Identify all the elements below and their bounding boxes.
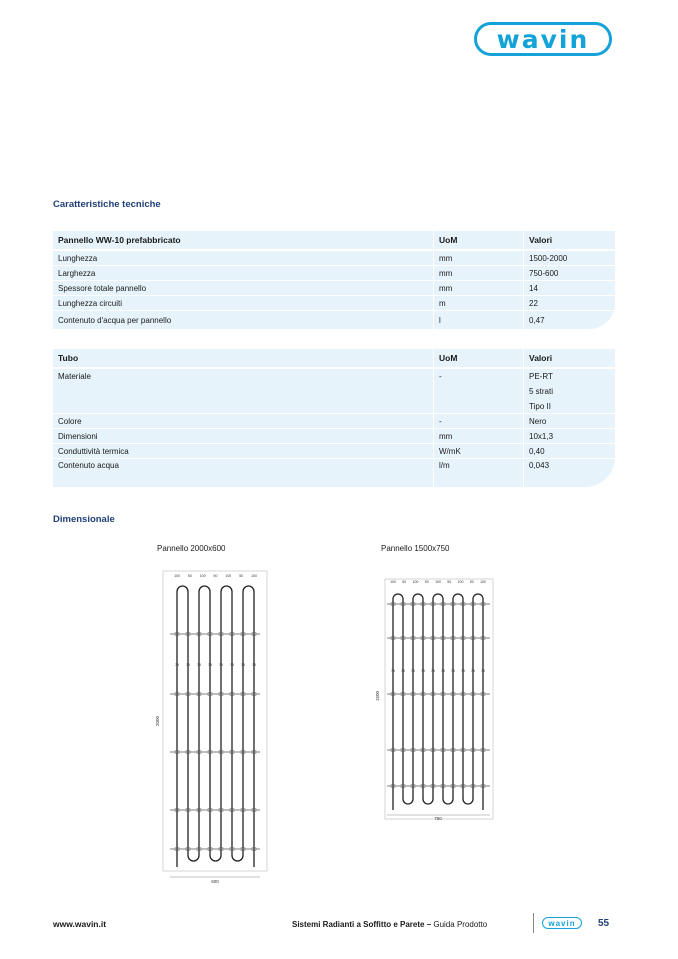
table-row [53, 251, 615, 266]
table-cell: 14 [523, 281, 615, 295]
pipe-circuit [177, 586, 254, 867]
mid-dim-label: 75 [175, 663, 179, 667]
mid-dim-label: 75 [252, 663, 256, 667]
table-row [53, 459, 615, 487]
table-cell: l [433, 311, 523, 329]
mid-dim-label: 75 [461, 669, 465, 673]
table-cell: 22 [523, 296, 615, 310]
pipe-path [393, 594, 483, 810]
footer-doc-title [292, 920, 487, 929]
wavin-logo: wavin [474, 22, 612, 56]
section-title-dimensionale: Dimensionale [53, 514, 115, 525]
footer-separator [533, 913, 534, 933]
table-cell: Tipo II [523, 399, 615, 413]
width-label: 750 [434, 816, 442, 821]
table-cell: 5 strati [523, 384, 615, 399]
table-row [53, 414, 615, 429]
top-dim-label: 50 [469, 580, 474, 584]
top-dim-label: 100 [225, 574, 232, 578]
top-dim-label: 50 [402, 580, 407, 584]
table-cell: PE-RT [523, 369, 615, 384]
table-cell [53, 384, 433, 399]
mid-dim-label: 75 [241, 663, 245, 667]
mid-dim-label: 75 [441, 669, 445, 673]
table-cell: m [433, 296, 523, 310]
mid-dim-label: 75 [431, 669, 435, 673]
table-cell: mm [433, 281, 523, 295]
table-pannello [53, 231, 615, 329]
footer-wavin-logo: wavin [542, 917, 582, 929]
header-cell: UoM [433, 349, 523, 367]
table-cell [433, 399, 523, 413]
top-dim-label: 100 [457, 580, 464, 584]
mid-dim-label: 75 [421, 669, 425, 673]
panel-1500x750-drawing [372, 574, 502, 824]
table-cell: - [433, 414, 523, 428]
table-cell: Colore [58, 416, 82, 426]
mid-dim-label: 75 [197, 663, 201, 667]
table-tubo [53, 349, 615, 487]
header-cell: Valori [523, 231, 615, 249]
table-row [53, 296, 615, 311]
panel-outline [385, 579, 493, 819]
table-cell: 0,47 [523, 311, 615, 329]
table-row [53, 444, 615, 459]
table-cell: Dimensioni [58, 431, 98, 441]
table-row [53, 384, 615, 399]
table-cell [53, 399, 433, 413]
section-title-caratteristiche: Caratteristiche tecniche [53, 199, 161, 210]
footer-doc-title-bold: Sistemi Radianti a Soffitto e Parete – [292, 920, 432, 929]
table-cell: W/mK [433, 444, 523, 458]
support-bars [170, 633, 260, 851]
mid-dim-label: 75 [219, 663, 223, 667]
top-dim-label: 100 [174, 574, 180, 578]
table-cell: mm [433, 251, 523, 265]
mid-dim-label: 75 [391, 669, 395, 673]
table-cell: mm [433, 266, 523, 280]
pipe-circuit [393, 594, 483, 810]
table-cell: l/m [433, 461, 523, 487]
table-row [53, 266, 615, 281]
table-cell: Contenuto d'acqua per pannello [58, 315, 172, 325]
table-cell: Contenuto acqua [58, 461, 119, 470]
table-row [53, 369, 615, 384]
mid-dim-label: 75 [471, 669, 475, 673]
mid-dim-label: 75 [451, 669, 455, 673]
table-row [53, 281, 615, 296]
top-dim-label: 100 [390, 580, 396, 584]
diagram-title-1500x750: Pannello 1500x750 [381, 544, 450, 553]
top-dim-label: 50 [187, 574, 192, 578]
table-cell: 10x1,3 [523, 429, 615, 443]
height-label: 2000 [155, 715, 160, 727]
footer-website[interactable]: www.wavin.it [53, 919, 107, 929]
top-dim-label: 100 [412, 580, 419, 584]
table-cell: 750-600 [523, 266, 615, 280]
footer-doc-title-rest: Guida Prodotto [431, 920, 488, 929]
table-header-row [53, 349, 615, 369]
mid-dim-label: 75 [186, 663, 190, 667]
table-cell: 0,40 [523, 444, 615, 458]
header-cell: UoM [433, 231, 523, 249]
top-dim-label: 100 [251, 574, 257, 578]
panel-2000x600-drawing [150, 566, 280, 886]
header-cell: Pannello WW-10 prefabbricato [58, 235, 181, 245]
mid-dim-label: 75 [230, 663, 234, 667]
table-header-row [53, 231, 615, 251]
table-row [53, 311, 615, 329]
top-dim-label: 50 [239, 574, 244, 578]
top-dim-label: 50 [213, 574, 218, 578]
table-cell: Nero [523, 414, 615, 428]
page-number: 55 [598, 918, 610, 929]
top-dim-label: 100 [480, 580, 486, 584]
table-cell: Conduttività termica [58, 446, 129, 456]
table-cell: Lunghezza [58, 253, 98, 263]
table-row [53, 429, 615, 444]
pipe-path [177, 586, 254, 867]
table-cell: 1500-2000 [523, 251, 615, 265]
table-cell: Spessore totale pannello [58, 283, 147, 293]
header-cell: Tubo [58, 353, 79, 363]
mid-dim-label: 75 [481, 669, 485, 673]
diagram-title-2000x600: Pannello 2000x600 [157, 544, 226, 553]
table-cell: - [433, 369, 523, 384]
top-dim-label: 100 [435, 580, 441, 584]
table-cell: 0,043 [523, 461, 615, 487]
top-dim-label: 100 [199, 574, 206, 578]
top-dim-label: 50 [447, 580, 452, 584]
top-dim-label: 50 [424, 580, 429, 584]
table-cell [433, 384, 523, 399]
mid-dim-label: 75 [411, 669, 415, 673]
header-cell: Valori [523, 349, 615, 367]
table-cell: Materiale [58, 372, 91, 381]
width-label: 600 [211, 879, 219, 884]
table-cell: mm [433, 429, 523, 443]
mid-dim-label: 75 [401, 669, 405, 673]
panel-outline [163, 571, 267, 871]
table-cell: Larghezza [58, 268, 96, 278]
table-cell: Lunghezza circuiti [58, 298, 123, 308]
table-row [53, 399, 615, 414]
height-label: 1500 [375, 690, 380, 702]
mid-dim-label: 75 [208, 663, 212, 667]
